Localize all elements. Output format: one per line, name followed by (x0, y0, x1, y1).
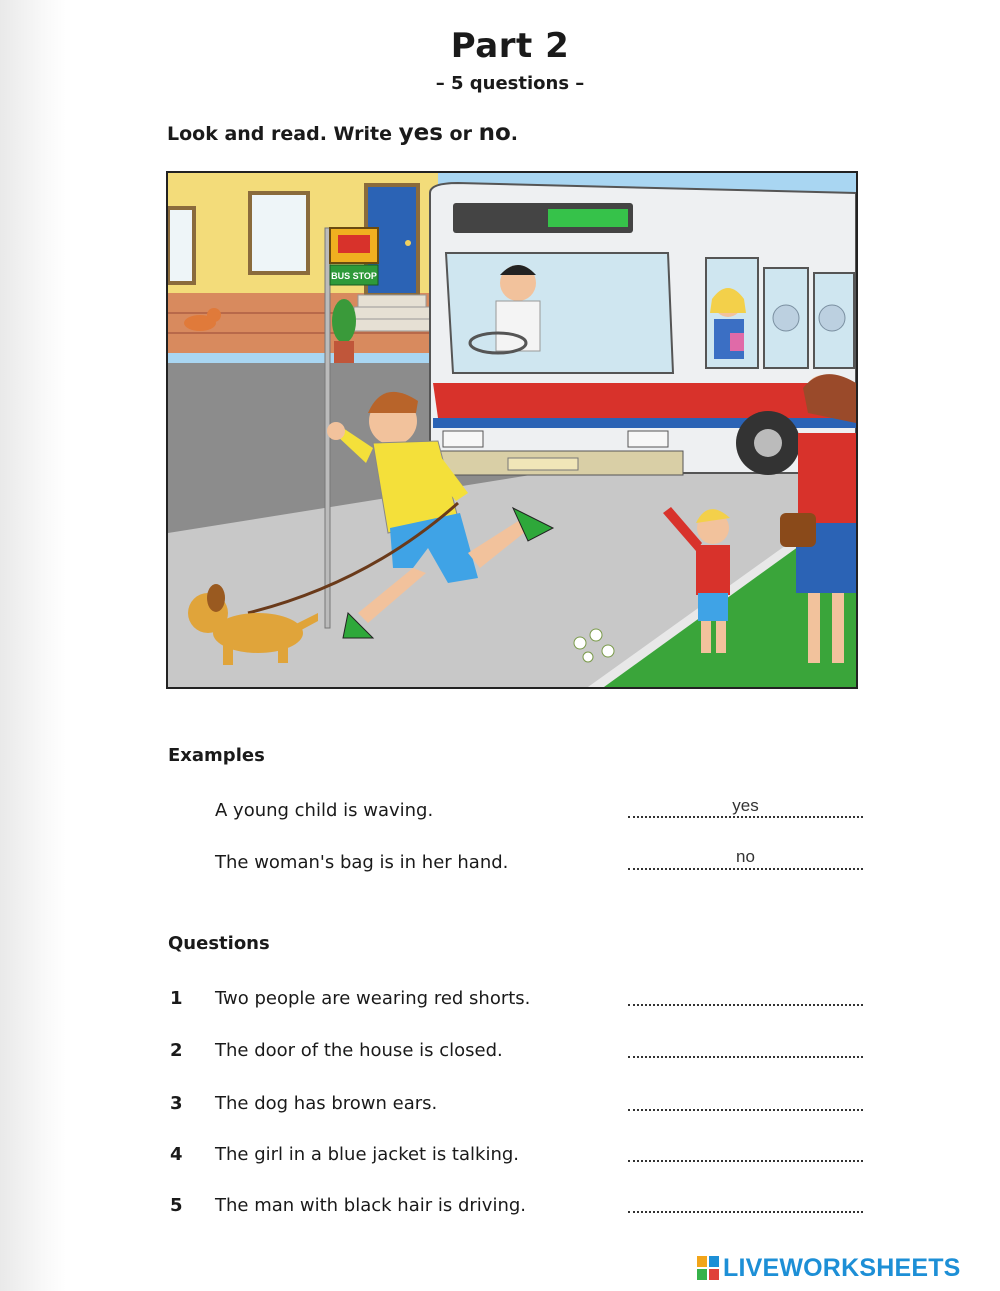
bus-stop-illustration (166, 171, 858, 689)
scene-svg (168, 173, 856, 687)
example-2-text: The woman's bag is in her hand. (215, 852, 509, 873)
question-4-text: The girl in a blue jacket is talking. (215, 1144, 519, 1165)
question-1-text: Two people are wearing red shorts. (215, 988, 531, 1009)
question-1-dotted-line (628, 1000, 863, 1006)
house-window-left (168, 208, 194, 283)
question-5-text: The man with black hair is driving. (215, 1195, 527, 1216)
question-4-number: 4 (170, 1144, 183, 1165)
house-window (250, 193, 308, 273)
page-title: Part 2 (450, 26, 570, 66)
example-2-answer: no (736, 847, 755, 866)
example-1-answer: yes (732, 796, 759, 815)
instruction-text (167, 120, 518, 146)
instruction-no-word: no (478, 120, 511, 146)
question-2-dotted-line (628, 1052, 863, 1058)
instruction-middle: or (442, 123, 479, 145)
liveworksheets-brand-text: LIVEWORKSHEETS (723, 1253, 961, 1282)
liveworksheets-logo-icon (697, 1256, 719, 1280)
question-2-text: The door of the house is closed. (215, 1040, 503, 1061)
bus-destination-display (548, 209, 628, 227)
question-5-number: 5 (170, 1195, 183, 1216)
question-3-text: The dog has brown ears. (215, 1093, 438, 1114)
example-1-text: A young child is waving. (215, 800, 434, 821)
example-1-dotted-line (628, 812, 863, 818)
examples-heading: Examples (168, 745, 265, 766)
question-3-number: 3 (170, 1093, 183, 1114)
example-2-dotted-line (628, 864, 863, 870)
question-1-number: 1 (170, 988, 183, 1009)
questions-heading: Questions (168, 933, 270, 954)
question-5-dotted-line (628, 1207, 863, 1213)
bus-stop-sign-label: BUS STOP (331, 271, 377, 281)
instruction-suffix: . (510, 123, 518, 145)
bus-red-stripe (433, 383, 856, 418)
instruction-prefix: Look and read. Write (167, 123, 399, 145)
question-4-dotted-line (628, 1156, 863, 1162)
liveworksheets-brand (697, 1254, 961, 1282)
potted-plant (332, 299, 356, 343)
question-2-number: 2 (170, 1040, 183, 1061)
question-3-dotted-line (628, 1105, 863, 1111)
page-subtitle: – 5 questions – (435, 73, 585, 94)
instruction-yes-word: yes (398, 120, 443, 146)
page-left-shadow (0, 0, 66, 1291)
